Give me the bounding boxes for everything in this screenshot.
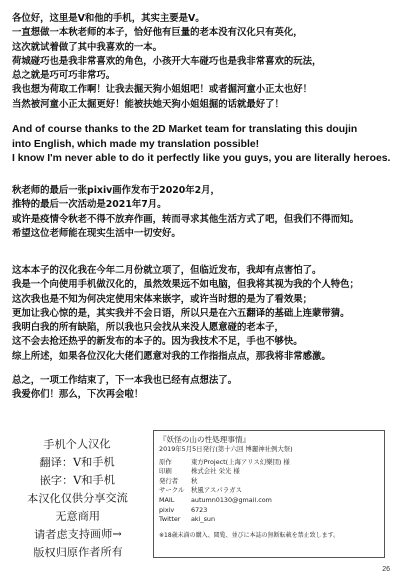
text-line: 这本本子的汉化我在今年二月份就立项了，但临近发布，我却有点害怕了。 xyxy=(12,265,322,276)
colophon-key: MAIL xyxy=(159,495,175,504)
colophon-note: ※18歳未満の購入、閲覧、並びに本誌の無断転載を禁止致します。 xyxy=(159,531,340,539)
text-line: 我明白我的所有缺陷，所以我也只会找从来没人愿意碰的老本子， xyxy=(12,322,284,334)
credit-line: 手机个人汉化 xyxy=(43,437,111,452)
paragraph-translation-notes xyxy=(12,264,392,364)
text-line: 这次我也是不知为何决定使用宋体来嵌字，或许当时想的是为了看效果； xyxy=(12,293,313,305)
page-number: 26 xyxy=(382,566,390,573)
text-line: 秋老师的最后一张pixiv画作发布于2020年2月， xyxy=(12,185,220,196)
colophon-key: 印刷 xyxy=(159,467,172,476)
colophon-key: サークル xyxy=(159,486,185,495)
colophon-date: 2019年5月5日発行(第十六回 博麗神社例大祭) xyxy=(159,445,293,453)
colophon-row xyxy=(159,506,379,516)
colophon-value: 6723 xyxy=(191,505,208,514)
handwritten-credits xyxy=(9,435,145,562)
colophon-row xyxy=(159,458,379,468)
credit-line: 本汉化仅供分享交流 xyxy=(27,491,128,506)
text-line: 我是一个向使用手机做汉化的，虽然效果远不如电脑，但我将其视为我的个人特色； xyxy=(12,279,359,291)
colophon-row xyxy=(159,486,379,496)
text-line: 当然被河童小正太掘更好！能被扶她天狗小姐姐掘的话就最好了！ xyxy=(12,98,284,110)
text-line: 希望这位老师能在现实生活中一切安好。 xyxy=(12,227,181,239)
colophon-key: 原作 xyxy=(159,457,172,466)
credit-line: 嵌字：V和手机 xyxy=(39,473,115,488)
text-line: 综上所述，如果各位汉化大佬们愿意对我的工作指指点点，那我将非常感激。 xyxy=(12,350,331,362)
paragraph-closing xyxy=(12,374,392,403)
colophon-title: 『妖怪の山の性処理事情』 xyxy=(159,435,251,444)
credit-line: 版权归原作者所有 xyxy=(33,545,123,560)
text-line: 这次就试着做了其中我喜欢的一本。 xyxy=(12,41,163,53)
paragraph-author-status xyxy=(12,184,392,241)
paragraph-english-thanks xyxy=(12,123,392,167)
colophon-row xyxy=(159,496,379,506)
text-line: 总之，一项工作结束了，下一本我也已经有点想法了。 xyxy=(12,375,238,386)
text-line: 荷城碰巧也是我非常喜欢的角色，小孩开大车碰巧也是我非常喜欢的玩法， xyxy=(12,55,322,67)
colophon-key: Twitter xyxy=(159,515,181,524)
text-line: 或许是疫情令秋老不得不放弃作画，转而寻求其他生活方式了吧，但我们不得而知。 xyxy=(12,213,359,225)
text-line: 推特的最后一次活动是2021年7月。 xyxy=(12,199,167,211)
text-line: 一直想做一本秋老师的本子，恰好他有巨量的老本没有汉化只有英化， xyxy=(12,27,303,39)
text-line: 总之就是巧可巧非常巧。 xyxy=(12,70,116,82)
text-line: into English, which made my translation possible! xyxy=(12,138,260,150)
colophon-box xyxy=(153,430,385,558)
colophon-row xyxy=(159,467,379,477)
colophon-value: autumn0130@gmail.com xyxy=(191,495,272,504)
colophon-row xyxy=(159,477,379,487)
colophon-value: 株式会社 栄光 様 xyxy=(191,467,240,476)
text-line: I know I'm never able to do it perfectly like you guys, you are literally heroes. xyxy=(12,153,391,165)
text-line: 这不会去抢还热乎的新发布的本子的。因为我技术不足，手也不够快。 xyxy=(12,336,303,348)
colophon-value: aki_sun xyxy=(191,515,216,524)
colophon-key: pixiv xyxy=(159,505,175,514)
colophon-row xyxy=(159,515,379,525)
colophon-value: 東方Project(上海アリス幻樂団) 様 xyxy=(191,457,290,466)
credit-line: 翻译：V和手机 xyxy=(39,455,115,470)
text-line: 各位好，这里是V和他的手机，其实主要是V。 xyxy=(12,13,205,24)
credit-line: 无意商用 xyxy=(55,509,101,524)
text-line: 我爱你们！那么，下次再会啦！ xyxy=(12,389,144,401)
text-line: 更加让我心惊的是，其实我并不会日语，所以只是在六五翻译的基础上连蒙带猜。 xyxy=(12,307,350,319)
colophon-key: 発行者 xyxy=(159,476,179,485)
credit-line: 请者虑支持画师→ xyxy=(33,527,122,542)
text-line: 我也想为荷取工作啊！让我去掘天狗小姐姐吧！或者掘河童小正太也好！ xyxy=(12,84,313,96)
paragraph-intro xyxy=(12,12,392,112)
colophon-value: 秋風アスパラガス xyxy=(191,486,242,495)
text-line: And of course thanks to the 2D Market team for translating this doujin xyxy=(12,124,358,135)
colophon-value: 秋 xyxy=(191,476,198,485)
